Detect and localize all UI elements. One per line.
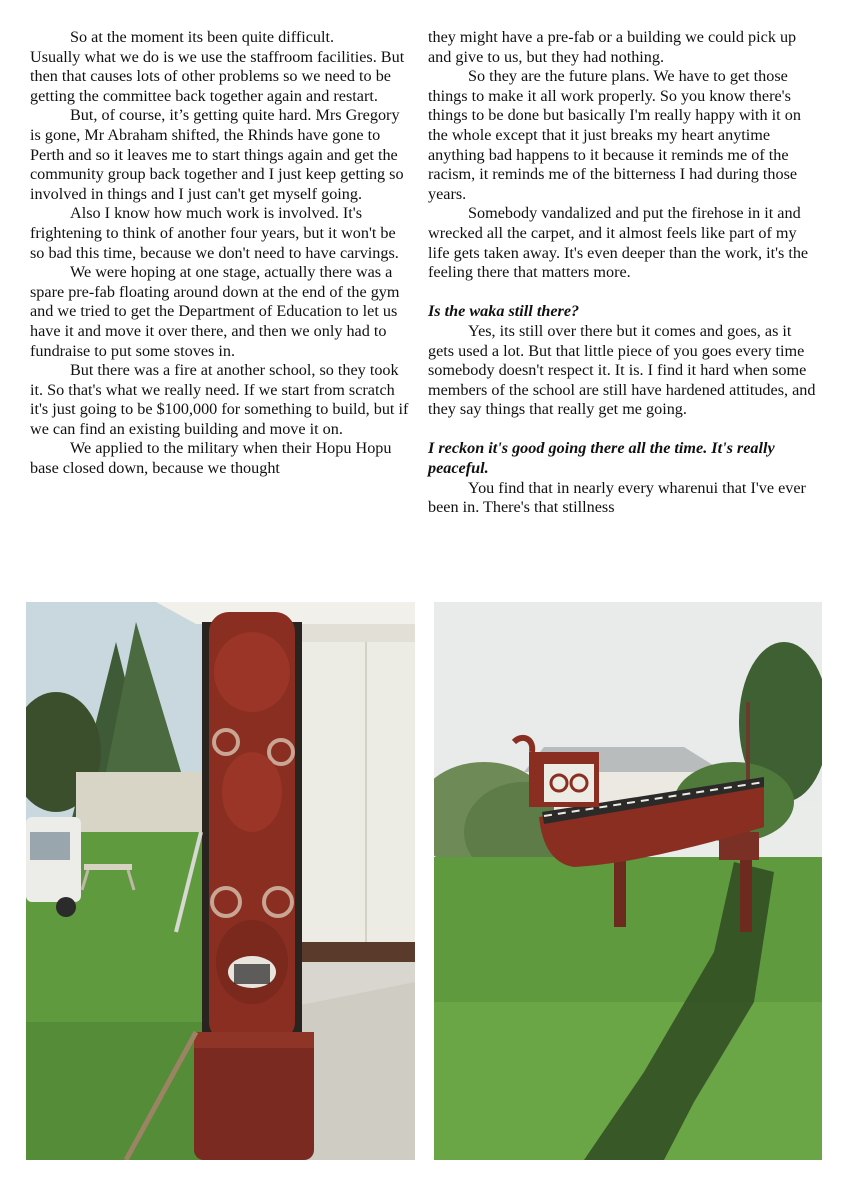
interview-question: I reckon it's good going there all the time. It's really peaceful. bbox=[428, 439, 775, 478]
waka-image bbox=[434, 602, 822, 1160]
paragraph: Somebody vandalized and put the firehose in it and wrecked all the carpet, and it almost feels like part of my life gets taken away. It's even deeper than the work, it's the feeling there that matters more. bbox=[428, 204, 809, 282]
right-text-column bbox=[428, 28, 820, 518]
waka-photo bbox=[434, 602, 822, 1160]
interview-answer: Yes, its still over there but it comes and goes, as it gets used a lot. But that little piece of you goes every time somebody doesn't respect it. It is. I find it hard when some members of the school are still have hardened attitudes, and they say things that really get me going. bbox=[428, 321, 816, 419]
carved-pou-photo bbox=[26, 602, 415, 1160]
paragraph: So at the moment its been quite difficult. bbox=[70, 28, 335, 46]
paragraph-continuation: they might have a pre-fab or a building we could pick up and give to us, but they had nothing. bbox=[428, 28, 797, 66]
paragraph: Usually what we do is we use the staffroom facilities. But then that causes lots of other problems so we need to be getting the committee back together again and restart. bbox=[30, 47, 405, 105]
paragraph: We applied to the military when their Hopu Hopu base closed down, because we thought bbox=[30, 439, 392, 478]
paragraph: We were hoping at one stage, actually there was a spare pre-fab floating around down at the end of the gym and we tried to get the Department of Education to let us have it and move it over there, and then we only had to fundraise to put some stoves in. bbox=[30, 263, 400, 360]
paragraph: Also I know how much work is involved. It's frightening to think of another four years, but it won't be so bad this time, because we don't need to have carvings. bbox=[30, 204, 399, 262]
paragraph: But, of course, it’s getting quite hard. Mrs Gregory is gone, Mr Abraham shifted, the Rhinds have gone to Perth and so it leaves me to start things again and get the community group back together and I just keep getting so involved in things and I just can't get myself going. bbox=[30, 106, 404, 203]
interview-question: Is the waka still there? bbox=[428, 302, 580, 321]
left-text-column bbox=[30, 28, 412, 479]
interview-answer: You find that in nearly every wharenui that I've ever been in. There's that stillness bbox=[428, 478, 806, 517]
paragraph: But there was a fire at another school, so they took it. So that's what we really need. If we start from scratch it's just going to be $100,000 for something to build, but if we can find an existing building and move it on. bbox=[30, 361, 409, 438]
carved-pou-image bbox=[26, 602, 415, 1160]
paragraph: So they are the future plans. We have to get those things to make it all work properly. So you know there's things to be done but basically I'm really happy with it on the whole except that it just breaks my heart anytime anything bad happens to it because it reminds me of the racism, it reminds me of the bitterness I had during those years. bbox=[428, 67, 801, 203]
